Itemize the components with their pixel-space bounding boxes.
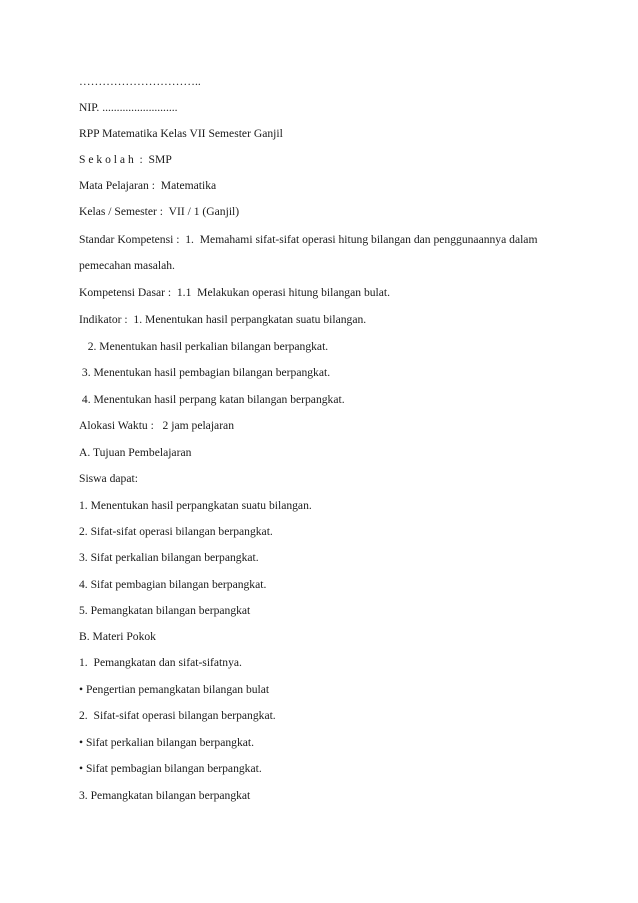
- material-3: 3. Pemangkatan bilangan berpangkat: [79, 789, 251, 802]
- section-a-heading: A. Tujuan Pembelajaran: [79, 446, 192, 459]
- indicator-1: Indikator : 1. Menentukan hasil perpangkatan suatu bilangan.: [79, 313, 367, 326]
- document-title: RPP Matematika Kelas VII Semester Ganjil: [79, 127, 283, 140]
- class-semester-line: Kelas / Semester : VII / 1 (Ganjil): [79, 205, 240, 218]
- material-bullet-3: • Sifat pembagian bilangan berpangkat.: [79, 762, 262, 775]
- standard-competence: Standar Kompetensi : 1. Memahami sifat-sifat operasi hitung bilangan dan penggunaannya dalam: [79, 233, 538, 246]
- time-allocation: Alokasi Waktu : 2 jam pelajaran: [79, 419, 235, 432]
- section-b-heading: B. Materi Pokok: [79, 630, 156, 643]
- nip-line: NIP. ..........................: [79, 101, 178, 114]
- basic-competence: Kompetensi Dasar : 1.1 Melakukan operasi hitung bilangan bulat.: [79, 286, 391, 299]
- objective-1: 1. Menentukan hasil perpangkatan suatu bilangan.: [79, 499, 312, 512]
- indicator-4: 4. Menentukan hasil perpang katan bilangan berpangkat.: [79, 393, 345, 406]
- students-can: Siswa dapat:: [79, 472, 138, 485]
- material-bullet-2: • Sifat perkalian bilangan berpangkat.: [79, 736, 255, 749]
- objective-3: 3. Sifat perkalian bilangan berpangkat.: [79, 551, 259, 564]
- standard-competence-cont: pemecahan masalah.: [79, 259, 175, 272]
- material-2: 2. Sifat-sifat operasi bilangan berpangkat.: [79, 709, 276, 722]
- objective-5: 5. Pemangkatan bilangan berpangkat: [79, 604, 251, 617]
- school-line: S e k o l a h : SMP: [79, 153, 172, 166]
- objective-4: 4. Sifat pembagian bilangan berpangkat.: [79, 578, 267, 591]
- indicator-3: 3. Menentukan hasil pembagian bilangan berpangkat.: [79, 366, 331, 379]
- material-bullet-1: • Pengertian pemangkatan bilangan bulat: [79, 683, 270, 696]
- objective-2: 2. Sifat-sifat operasi bilangan berpangkat.: [79, 525, 273, 538]
- indicator-2: 2. Menentukan hasil perkalian bilangan berpangkat.: [79, 340, 329, 353]
- signature-dots: …………………………..: [79, 75, 201, 88]
- material-1: 1. Pemangkatan dan sifat-sifatnya.: [79, 656, 242, 669]
- subject-line: Mata Pelajaran : Matematika: [79, 179, 217, 192]
